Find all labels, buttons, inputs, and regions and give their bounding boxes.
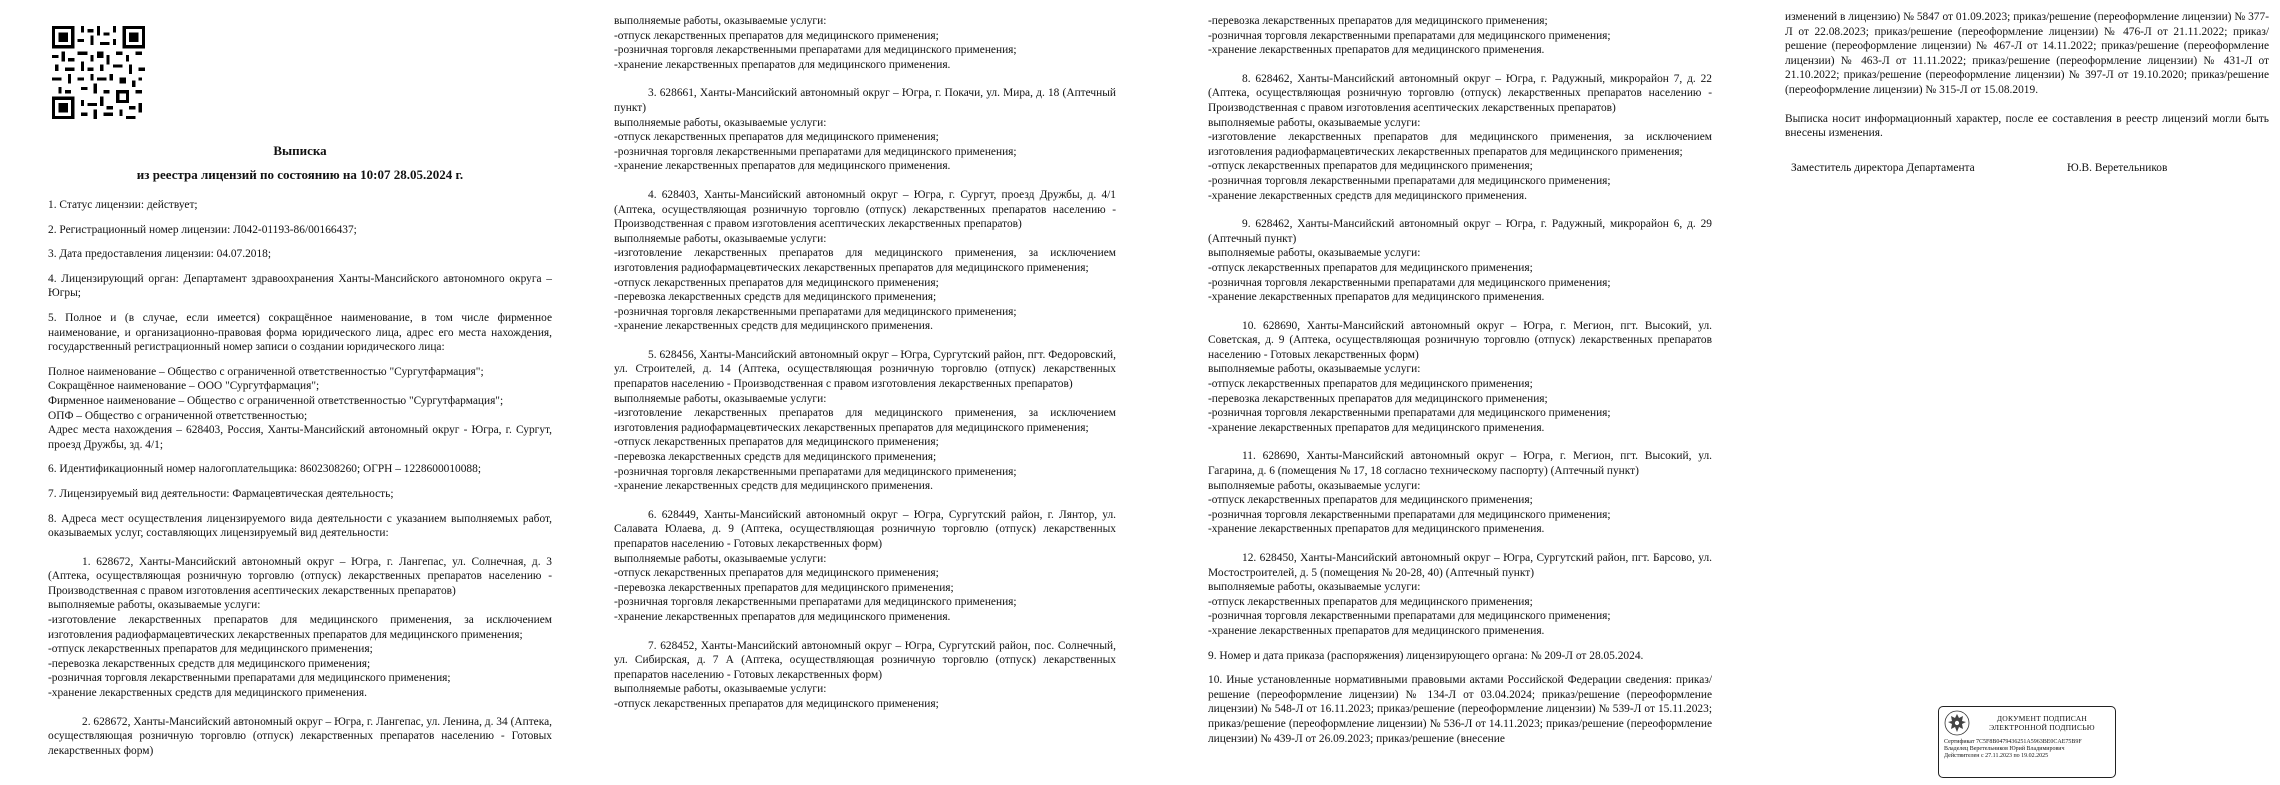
service-line: -изготовление лекарственных препаратов для медицинского применения, за исключением изготовления радиофармацевтических лекарственных препаратов для медицинского применения; — [614, 247, 1116, 274]
column-2 — [614, 14, 1116, 712]
location-6: 6. 628449, Ханты-Мансийский автономный округ – Югра, Сургутский район, г. Лянтор, ул. Салавата Юлаева, д. 9 (Аптека, осуществляющая розничную торговлю (отпуск) лекарственных препаратов населению - Готовых лекарственных форм) — [614, 508, 1116, 550]
location-7: 7. 628452, Ханты-Мансийский автономный округ – Югра, Сургутский район, пос. Солнечный, ул. Сибирская, д. 7 А (Аптека, осуществляющая розничную торговлю (отпуск) лекарственных препаратов населению - Готовых лекарственных форм) — [614, 639, 1116, 681]
services-heading: выполняемые работы, оказываемые услуги: — [48, 599, 261, 612]
services-heading: выполняемые работы, оказываемые услуги: — [1208, 247, 1421, 260]
locations-heading: 8. Адреса мест осуществления лицензируемого вида деятельности с указанием выполняемых работ, оказываемых услуг, составляющих лицензируемый вид деятельности: — [48, 512, 552, 540]
location-1: 1. 628672, Ханты-Мансийский автономный округ – Югра, г. Лангепас, ул. Солнечная, д. 3 (Аптека, осуществляющая розничную торговлю (отпуск) лекарственных препаратов населению - Производственная с правом изготовления асептических лекарственных препаратов) — [48, 555, 552, 597]
activity-type: 7. Лицензируемый вид деятельности: Фармацевтическая деятельность; — [48, 487, 394, 500]
document-title: Выписка — [273, 143, 327, 158]
service-line: -хранение лекарственных препаратов для медицинского применения. — [614, 58, 951, 71]
service-line: -хранение лекарственных препаратов для медицинского применения. — [1208, 44, 1545, 57]
column-4 — [1785, 10, 2269, 175]
service-line: -перевозка лекарственных препаратов для медицинского применения; — [1208, 392, 1548, 405]
document-subtitle: из реестра лицензий по состоянию на 10:07 28.05.2024 г. — [136, 167, 464, 182]
service-line: -перевозка лекарственных средств для медицинского применения; — [614, 451, 937, 464]
location-4: 4. 628403, Ханты-Мансийский автономный округ – Югра, г. Сургут, проезд Дружбы, д. 4/1 (Аптека, осуществляющая розничную торговлю (отпуск) лекарственных препаратов населению - Производственная с правом изготовления асептических лекарственных препаратов) — [614, 188, 1116, 231]
signatory-name: Ю.В. Веретельников — [2067, 161, 2168, 174]
service-line: -розничная торговля лекарственными препаратами для медицинского применения; — [1208, 610, 1611, 623]
services-heading: выполняемые работы, оказываемые услуги: — [1208, 581, 1421, 594]
legal-entity-heading: 5. Полное и (в случае, если имеется) сокращённое наименование, в том числе фирменное наименование, и организационно-правовая форма юридического лица, адрес его места нахождения, государственный регистрационный номер записи о создании юридического лица: — [48, 311, 552, 354]
brand-name: Фирменное наименование – Общество с ограниченной ответственностью "Сургутфармация"; — [48, 394, 504, 407]
services-heading: выполняемые работы, оказываемые услуги: — [614, 392, 827, 405]
signature-block — [1785, 161, 2269, 176]
service-line: -хранение лекарственных препаратов для медицинского применения. — [1208, 291, 1545, 304]
service-line: -розничная торговля лекарственными препаратами для медицинского применения; — [614, 596, 1017, 609]
order-number: 9. Номер и дата приказа (распоряжения) лицензирующего органа: № 209-Л от 28.05.2024. — [1208, 649, 1644, 662]
location-3: 3. 628661, Ханты-Мансийский автономный округ – Югра, г. Покачи, ул. Мира, д. 18 (Аптечный пункт) — [614, 87, 1116, 114]
stamp-line-2: ЭЛЕКТРОННОЙ ПОДПИСЬЮ — [1989, 723, 2095, 732]
service-line: -розничная торговля лекарственными препаратами для медицинского применения; — [48, 672, 451, 685]
registration-number: 2. Регистрационный номер лицензии: Л042-01193-86/00166437; — [48, 223, 357, 236]
signatory-position: Заместитель директора Департамента — [1791, 161, 1975, 174]
stamp-owner: Владелец Веретельников Юрий Владимирович — [1944, 746, 2065, 753]
service-line: -хранение лекарственных средств для медицинского применения. — [614, 320, 933, 333]
service-line: -отпуск лекарственных препаратов для медицинского применения; — [614, 436, 939, 449]
service-line: -розничная торговля лекарственными препаратами для медицинского применения; — [614, 465, 1017, 478]
services-heading: выполняемые работы, оказываемые услуги: — [614, 683, 827, 696]
service-line: -отпуск лекарственных препаратов для медицинского применения; — [614, 29, 939, 42]
service-line: -изготовление лекарственных препаратов для медицинского применения, за исключением изготовления радиофармацевтических лекарственных препаратов для медицинского применения; — [48, 614, 552, 641]
services-heading: выполняемые работы, оказываемые услуги: — [614, 116, 827, 129]
location-10: 10. 628690, Ханты-Мансийский автономный округ – Югра, г. Мегион, пгт. Высокий, ул. Советская, д. 9 (Аптека, осуществляющая розничную торговлю (отпуск) лекарственных препаратов населению - Готовых лекарственных форм) — [1208, 319, 1712, 361]
service-line: -отпуск лекарственных препаратов для медицинского применения; — [1208, 261, 1533, 274]
address: Адрес места нахождения – 628403, Россия, Ханты-Мансийский автономный округ - Югра, г. Сургут, проезд Дружбы, зд. 4/1; — [48, 424, 552, 451]
license-date: 3. Дата предоставления лицензии: 04.07.2018; — [48, 248, 272, 261]
service-line: -розничная торговля лекарственными препаратами для медицинского применения; — [1208, 29, 1611, 42]
location-2: 2. 628672, Ханты-Мансийский автономный округ – Югра, г. Лангепас, ул. Ленина, д. 34 (Аптека, осуществляющая розничную торговлю (отпуск) лекарственных препаратов населению - Готовых лекарственных форм) — [48, 715, 552, 757]
full-name: Полное наименование – Общество с ограниченной ответственностью "Сургутфармация"; — [48, 365, 484, 378]
service-line: -отпуск лекарственных препаратов для медицинского применения; — [614, 131, 939, 144]
location-9: 9. 628462, Ханты-Мансийский автономный округ – Югра, г. Радужный, микрорайон 6, д. 29 (Аптечный пункт) — [1208, 218, 1712, 245]
service-line: -хранение лекарственных препаратов для медицинского применения. — [1208, 421, 1545, 434]
tax-id: 6. Идентификационный номер налогоплательщика: 8602308260; ОГРН – 1228600010088; — [48, 463, 481, 476]
service-line: -отпуск лекарственных препаратов для медицинского применения; — [1208, 595, 1533, 608]
service-line: -отпуск лекарственных препаратов для медицинского применения; — [1208, 378, 1533, 391]
disclaimer: Выписка носит информационный характер, после ее составления в реестр лицензий могли быть внесены изменения. — [1785, 112, 2269, 140]
service-line: -отпуск лекарственных препаратов для медицинского применения; — [1208, 160, 1533, 173]
location-12: 12. 628450, Ханты-Мансийский автономный округ – Югра, Сургутский район, пгт. Барсово, ул. Мостостроителей, д. 5 (помещения № 20-28, 40) (Аптечный пункт) — [1208, 552, 1712, 579]
service-line: -перевозка лекарственных препаратов для медицинского применения; — [614, 581, 954, 594]
coat-of-arms-icon — [1944, 710, 1970, 736]
column-1 — [48, 142, 552, 758]
services-heading: выполняемые работы, оказываемые услуги: — [614, 15, 827, 27]
services-heading: выполняемые работы, оказываемые услуги: — [614, 552, 827, 565]
service-line: -розничная торговля лекарственными препаратами для медицинского применения; — [614, 44, 1017, 57]
services-heading: выполняемые работы, оказываемые услуги: — [1208, 116, 1421, 129]
service-line: -хранение лекарственных средств для медицинского применения. — [614, 480, 933, 493]
service-line: -изготовление лекарственных препаратов для медицинского применения, за исключением изготовления радиофармацевтических лекарственных препаратов для медицинского применения; — [1208, 131, 1712, 158]
service-line: -отпуск лекарственных препаратов для медицинского применения; — [614, 697, 939, 710]
service-line: -хранение лекарственных средств для медицинского применения. — [48, 687, 367, 700]
service-line: -отпуск лекарственных препаратов для медицинского применения; — [614, 567, 939, 580]
column-3 — [1208, 14, 1712, 746]
licensing-authority: 4. Лицензирующий орган: Департамент здравоохранения Ханты-Мансийского автономного округа – Югры; — [48, 272, 552, 300]
stamp-line-1: ДОКУМЕНТ ПОДПИСАН — [1996, 714, 2088, 723]
service-line: -хранение лекарственных препаратов для медицинского применения. — [614, 160, 951, 173]
service-line: -розничная торговля лекарственными препаратами для медицинского применения; — [1208, 508, 1611, 521]
service-line: -отпуск лекарственных препаратов для медицинского применения; — [1208, 494, 1533, 507]
stamp-validity: Действителен с 27.11.2023 по 19.02.2025 — [1944, 753, 2049, 760]
electronic-signature-stamp — [1938, 706, 2116, 778]
service-line: -розничная торговля лекарственными препаратами для медицинского применения; — [614, 305, 1017, 318]
services-heading: выполняемые работы, оказываемые услуги: — [1208, 363, 1421, 376]
service-line: -хранение лекарственных препаратов для медицинского применения. — [1208, 624, 1545, 637]
service-line: -розничная торговля лекарственными препаратами для медицинского применения; — [1208, 276, 1611, 289]
service-line: -розничная торговля лекарственными препаратами для медицинского применения; — [1208, 174, 1611, 187]
service-line: -хранение лекарственных препаратов для медицинского применения. — [614, 610, 951, 623]
services-heading: выполняемые работы, оказываемые услуги: — [1208, 479, 1421, 492]
service-line: -отпуск лекарственных препаратов для медицинского применения; — [614, 276, 939, 289]
location-5: 5. 628456, Ханты-Мансийский автономный округ – Югра, Сургутский район, пгт. Федоровский, ул. Строителей, д. 14 (Аптека, осуществляющая розничную торговлю (отпуск) лекарственных препаратов населению - Производственная с правом изготовления лекарственных препаратов) — [614, 348, 1116, 391]
location-8: 8. 628462, Ханты-Мансийский автономный округ – Югра, г. Радужный, микрорайон 7, д. 22 (Аптека, осуществляющая розничную торговлю (отпуск) лекарственных препаратов населению - Производственная с правом изготовления асептических лекарственных препаратов) — [1208, 72, 1712, 114]
stamp-certificate: Сертификат 7C5F8B0479436251A5963BE0CAE75B9F — [1944, 739, 2082, 745]
service-line: -перевозка лекарственных средств для медицинского применения; — [614, 291, 937, 304]
license-status: 1. Статус лицензии: действует; — [48, 199, 198, 211]
other-info: 10. Иные установленные нормативными правовыми актами Российской Федерации сведения: приказ/решение (переоформление лицензии) № 134-Л от 03.04.2024; приказ/решение (переоформление лицензии) № 548-Л от 16.11.2023; приказ/решение (переоформление лицензии) № 539-Л от 15.11.2023; приказ/решение (переоформление лицензии) № 536-Л от 14.11.2023; приказ/решение (переоформление лицензии) № 439-Л от 26.09.2023; приказ/решение (внесение — [1208, 674, 1712, 745]
legal-form: ОПФ – Общество с ограниченной ответственностью; — [48, 409, 308, 422]
service-line: -хранение лекарственных средств для медицинского применения. — [1208, 189, 1527, 202]
service-line: -отпуск лекарственных препаратов для медицинского применения; — [48, 643, 373, 656]
qr-code — [52, 26, 145, 119]
location-11: 11. 628690, Ханты-Мансийский автономный округ – Югра, г. Мегион, пгт. Высокий, ул. Гагарина, д. 6 (помещения № 17, 18 согласно техническому паспорту) (Аптечный пункт) — [1208, 450, 1712, 478]
short-name: Сокращённое наименование – ООО "Сургутфармация"; — [48, 380, 320, 393]
service-line: -хранение лекарственных препаратов для медицинского применения. — [1208, 523, 1545, 536]
service-line: -перевозка лекарственных препаратов для медицинского применения; — [1208, 15, 1548, 27]
services-heading: выполняемые работы, оказываемые услуги: — [614, 232, 827, 245]
other-info-continued: изменений в лицензию) № 5847 от 01.09.2023; приказ/решение (переоформление лицензии) № 377-Л от 22.08.2023; приказ/решение (переоформление лицензии) № 476-Л от 21.11.2022; приказ/решение (переоформление лицензии) № 467-Л от 14.11.2022; приказ/решение (переоформление лицензии) № 463-Л от 11.11.2022; приказ/решение (переоформление лицензии) № 431-Л от 21.10.2022; приказ/решение (переоформление лицензии) № 397-Л от 19.10.2020; приказ/решение (переоформление лицензии) № 315-Л от 15.08.2019. — [1785, 11, 2269, 96]
service-line: -розничная торговля лекарственными препаратами для медицинского применения; — [1208, 407, 1611, 420]
service-line: -перевозка лекарственных средств для медицинского применения; — [48, 657, 371, 670]
service-line: -розничная торговля лекарственными препаратами для медицинского применения; — [614, 145, 1017, 158]
service-line: -изготовление лекарственных препаратов для медицинского применения, за исключением изготовления радиофармацевтических лекарственных препаратов для медицинского применения; — [614, 407, 1116, 434]
